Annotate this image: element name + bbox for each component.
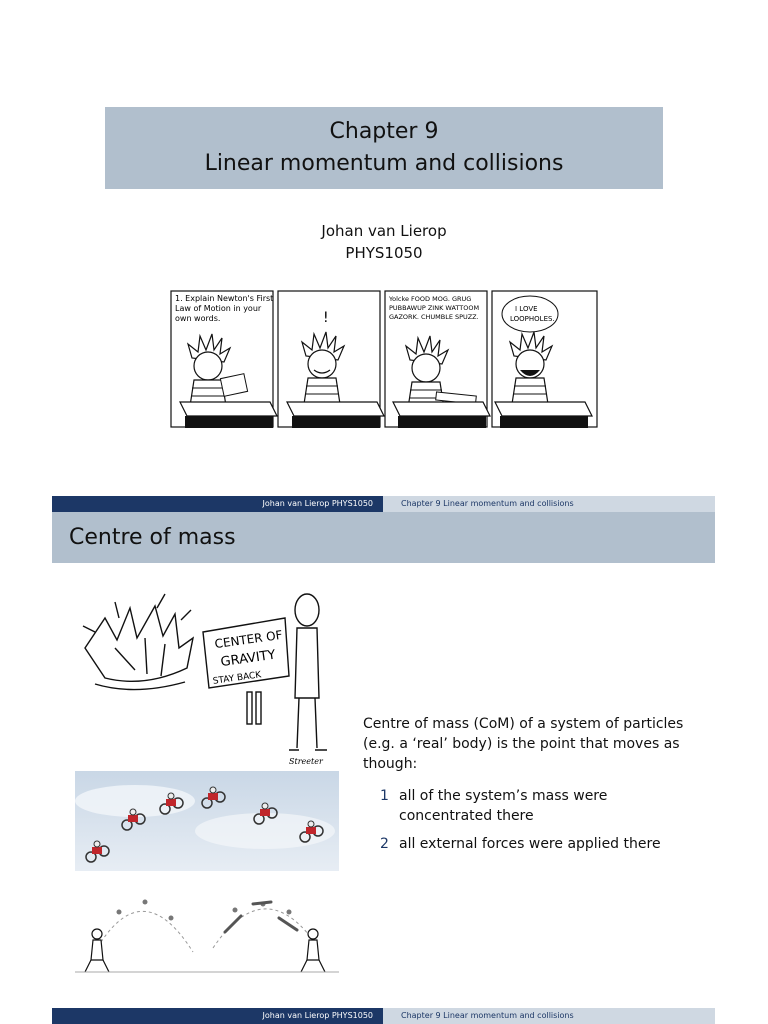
svg-text:Yolcke FOOD MOG. GRUG: Yolcke FOOD MOG. GRUG xyxy=(389,295,472,303)
course-code: PHYS1050 xyxy=(345,244,423,262)
svg-text:Law of Motion in your: Law of Motion in your xyxy=(175,304,262,313)
comic-panel-3 xyxy=(385,291,490,428)
sign-text-line3: STAY BACK xyxy=(212,670,262,687)
comic-panel-2 xyxy=(278,291,384,428)
com-definition-text: Centre of mass (CoM) of a system of particles (e.g. a ‘real’ body) is the point that moves as though: xyxy=(363,716,684,772)
svg-text:own words.: own words. xyxy=(175,314,221,323)
svg-text:I LOVE: I LOVE xyxy=(515,305,538,313)
comic-strip xyxy=(170,290,598,428)
svg-text:!: ! xyxy=(323,310,329,326)
cartoon-signature: Streeter xyxy=(289,757,323,766)
nav-author-course[interactable]: Johan van Lierop PHYS1050 xyxy=(52,496,383,512)
chapter-title: Linear momentum and collisions xyxy=(204,151,564,176)
svg-text:GAZORK. CHUMBLE SPUZZ.: GAZORK. CHUMBLE SPUZZ. xyxy=(389,313,479,321)
chapter-number: Chapter 9 xyxy=(329,119,439,144)
sign-text-line1: CENTER OF xyxy=(213,627,284,652)
author-block xyxy=(0,220,768,264)
list-item xyxy=(380,834,700,854)
motorbike-jump-photo xyxy=(75,771,339,871)
chapter-title-box xyxy=(105,107,663,189)
comic-panel-1 xyxy=(171,291,277,428)
center-of-gravity-cartoon xyxy=(75,588,339,771)
frame-title: Centre of mass xyxy=(52,512,715,563)
nav-author-course[interactable]: Johan van Lierop PHYS1050 xyxy=(52,1008,383,1024)
list-item-text: all of the system’s mass were concentrated there xyxy=(399,788,608,824)
author-name: Johan van Lierop xyxy=(321,222,447,240)
nav-bar-bottom xyxy=(52,1008,715,1024)
list-item xyxy=(380,786,700,826)
list-item-text: all external forces were applied there xyxy=(399,836,661,852)
nav-bar-top xyxy=(52,496,715,512)
list-item-number: 1 xyxy=(380,788,389,804)
svg-text:PUBBAWUP ZINK WATTOOM: PUBBAWUP ZINK WATTOOM xyxy=(389,304,480,312)
nav-chapter[interactable]: Chapter 9 Linear momentum and collisions xyxy=(383,496,715,512)
list-item-number: 2 xyxy=(380,836,389,852)
thrown-club-drawing xyxy=(75,882,339,975)
sign-text-line2: GRAVITY xyxy=(219,647,277,671)
nav-chapter[interactable]: Chapter 9 Linear momentum and collisions xyxy=(383,1008,715,1024)
svg-text:LOOPHOLES.: LOOPHOLES. xyxy=(510,315,555,323)
comic-panel-4 xyxy=(492,291,597,428)
svg-text:1. Explain Newton's First: 1. Explain Newton's First xyxy=(175,294,274,303)
